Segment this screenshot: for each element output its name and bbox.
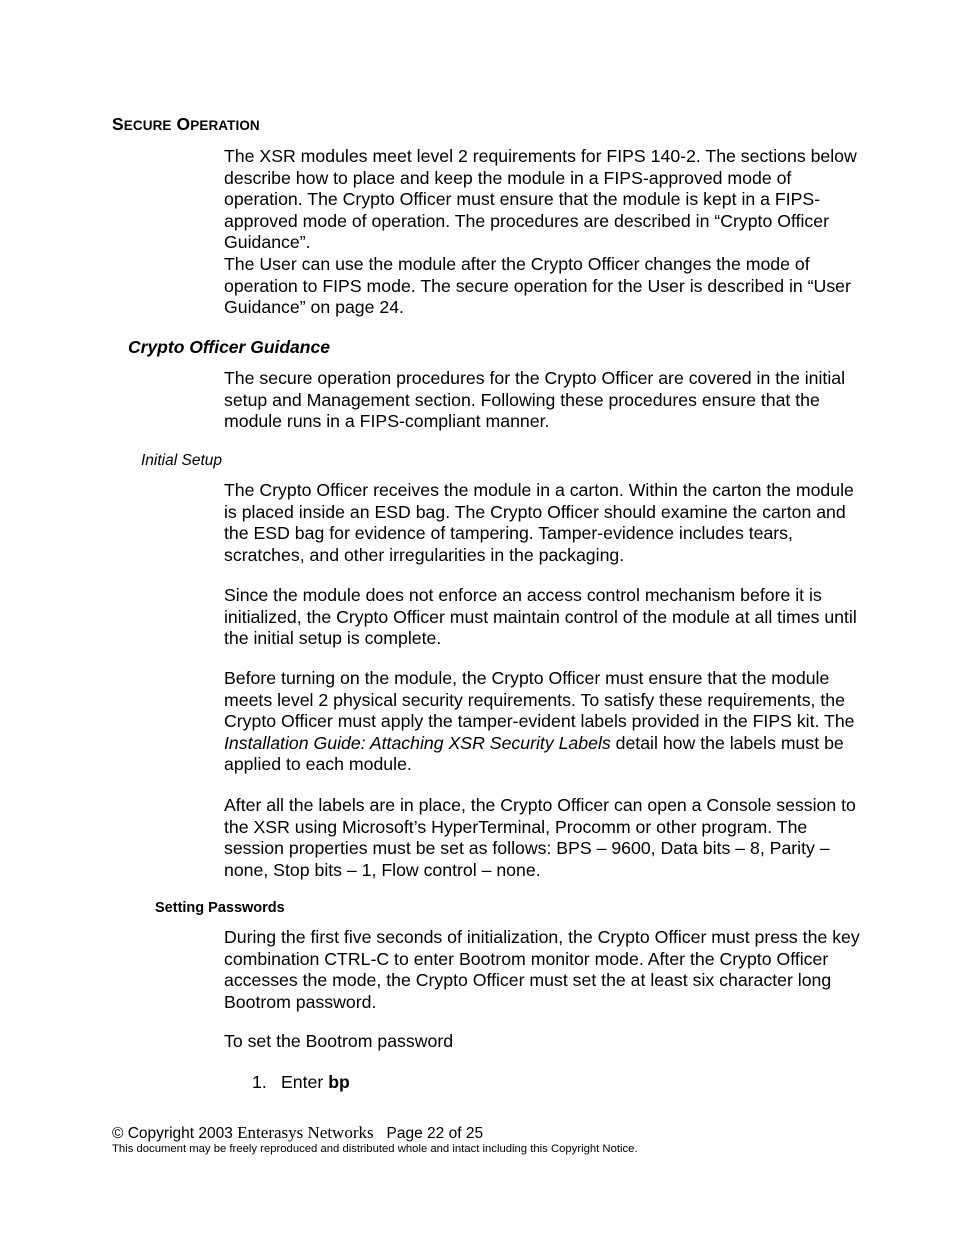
passwords-paragraph-2: To set the Bootrom password <box>224 1031 454 1051</box>
passwords-paragraph-1: During the first five seconds of initialization, the Crypto Officer must press the key combination CTRL-C to enter Bootrom monitor mode. After the Crypto Officer accesses the mode, the Crypto Officer must set the at least six character long Bootrom password. <box>224 927 860 1012</box>
subheading-initial-setup: Initial Setup <box>141 452 222 469</box>
footer-notice: This document may be freely reproduced and distributed whole and intact including this Copyright Notice. <box>112 1143 638 1155</box>
initial-setup-paragraph-1: The Crypto Officer receives the module in a carton. Within the carton the module is placed inside an ESD bag. The Crypto Officer should examine the carton and the ESD bag for evidence of tampering. Tamper-evidence includes tears, scratches, and other irregularities in the packaging. <box>224 480 854 565</box>
footer-page-number: Page 22 of 25 <box>386 1125 484 1142</box>
subheading-crypto-officer-guidance: Crypto Officer Guidance <box>128 337 330 357</box>
paragraph-3-text-before: Before turning on the module, the Crypto Officer must ensure that the module meets level 2 physical security requirements. To satisfy these requirements, the Crypto Officer must apply the tamper-evident labels provided in the FIPS kit. The <box>224 668 855 732</box>
step-text <box>281 1072 350 1094</box>
initial-setup-paragraph-3 <box>224 668 864 776</box>
footer-copyright: © Copyright 2003 <box>112 1125 238 1142</box>
heading-rest-ecure: ECURE <box>123 118 172 133</box>
initial-setup-paragraph-2: Since the module does not enforce an access control mechanism before it is initialized, the Crypto Officer must maintain control of the module at all times until the initial setup is complete. <box>224 585 857 649</box>
footer-company: Enterasys Networks <box>237 1123 374 1142</box>
initial-setup-paragraph-4: After all the labels are in place, the Crypto Officer can open a Console session to the XSR using Microsoft’s HyperTerminal, Procomm or other program. The session properties must be set as follows: BPS – 9600, Data bits – 8, Parity – none, Stop bits – 1, Flow control – none. <box>224 795 856 880</box>
installation-guide-title: Installation Guide: Attaching XSR Security Labels <box>224 732 611 753</box>
heading-rest-peration: PERATION <box>190 118 260 133</box>
heading-initial-o: O <box>176 114 191 134</box>
step-number: 1. <box>252 1072 267 1092</box>
intro-paragraph-1: The XSR modules meet level 2 requirements for FIPS 140-2. The sections below describe how to place and keep the module in a FIPS-approved mode of operation. The Crypto Officer must ensure that the module is kept in a FIPS-approved mode of operation. The procedures are described in “Crypto Officer Guidance”. <box>224 146 857 253</box>
heading-initial-s: S <box>112 114 124 134</box>
paragraph-3-text-after: detail how the labels must be applied to each module. <box>224 732 844 775</box>
step-label: Enter <box>281 1072 329 1092</box>
crypto-officer-paragraph: The secure operation procedures for the Crypto Officer are covered in the initial setup and Management section. Following these procedures ensure that the module runs in a FIPS-compliant manner. <box>224 368 846 432</box>
footer-copyright-line <box>112 1123 483 1143</box>
intro-paragraph-2: The User can use the module after the Crypto Officer changes the mode of operation to FIPS mode. The secure operation for the User is described in “User Guidance” on page 24. <box>224 254 851 318</box>
subheading-setting-passwords: Setting Passwords <box>155 900 285 916</box>
section-heading-secure-operation <box>112 114 260 135</box>
step-command: bp <box>328 1072 350 1092</box>
